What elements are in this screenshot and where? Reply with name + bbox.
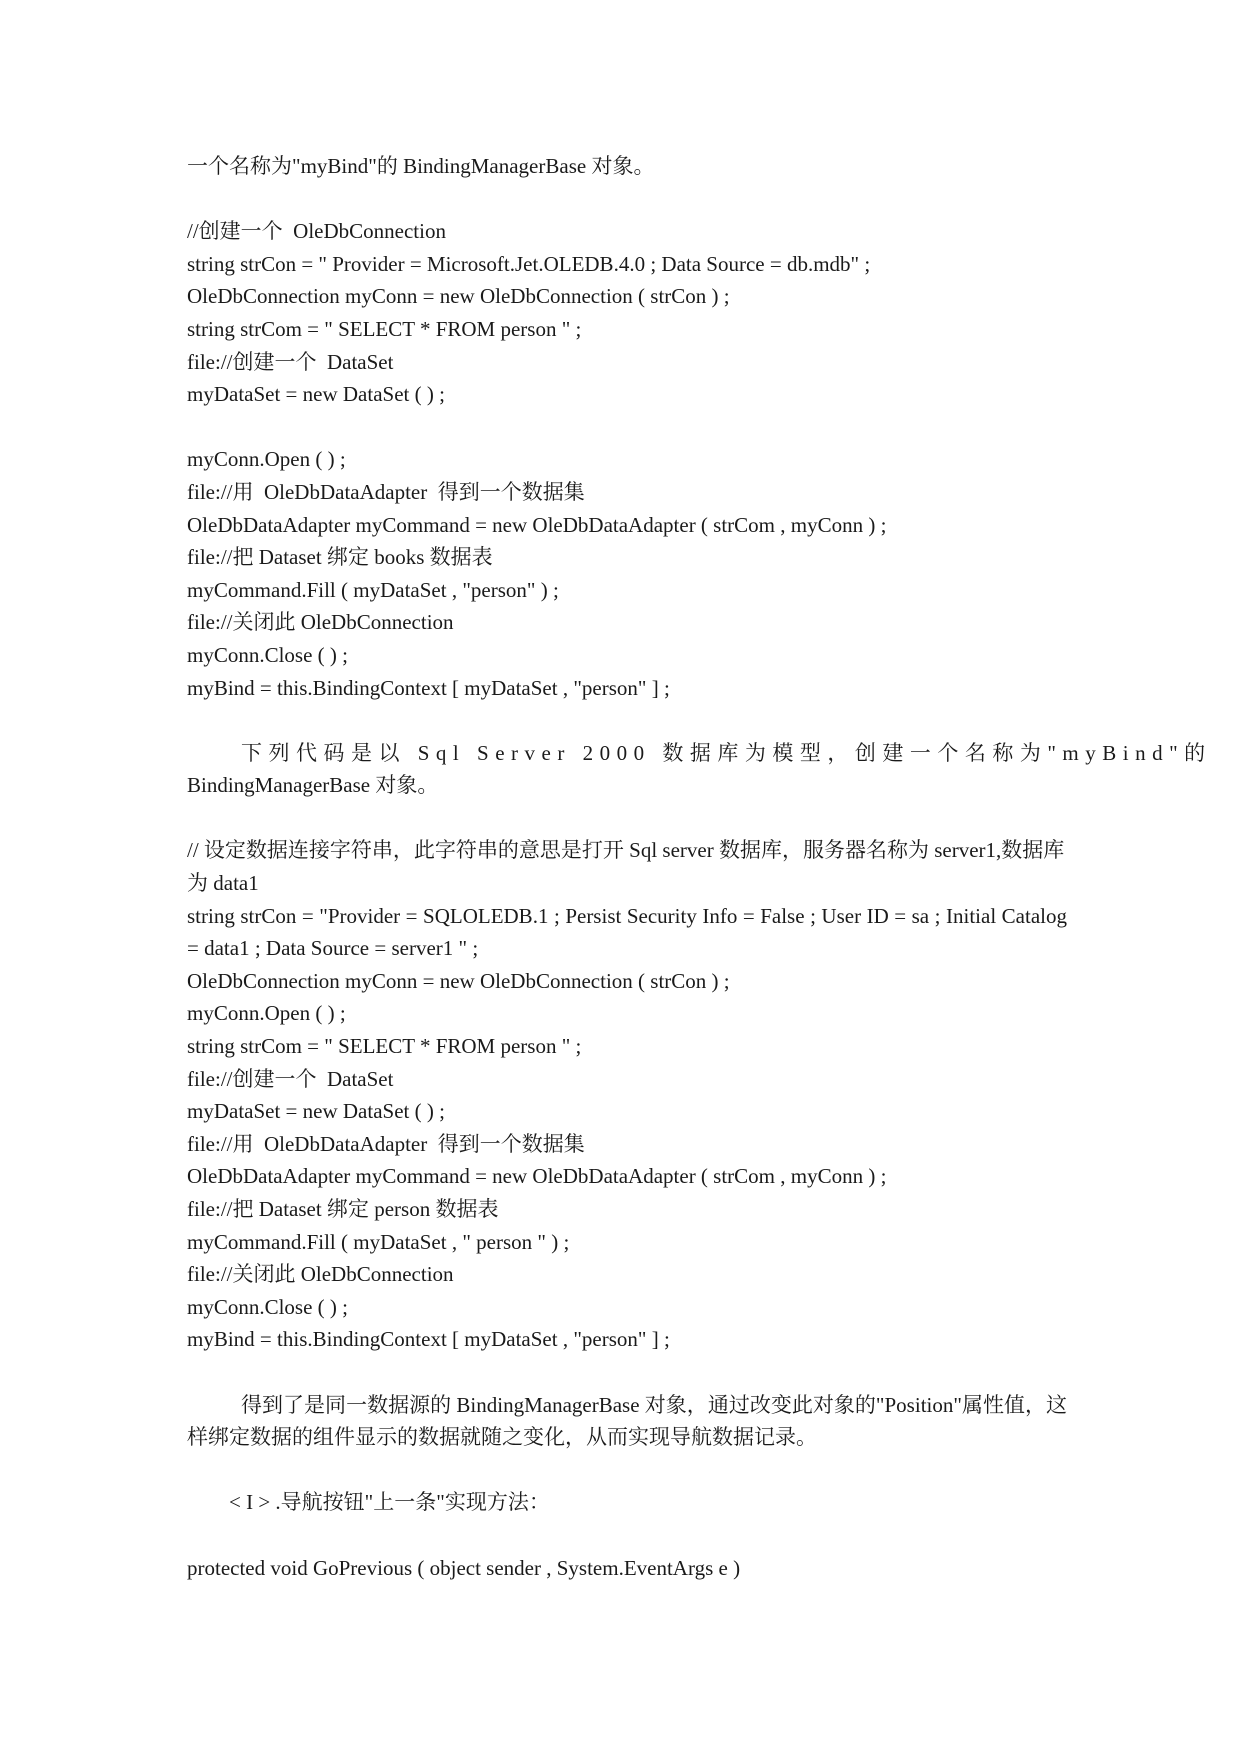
code-block-sql-server	[187, 834, 1067, 1356]
method-signature: protected void GoPrevious ( object sender , System.EventArgs e )	[187, 1555, 741, 1580]
code-block-access-fill	[187, 443, 1067, 704]
code-line: string strCon = "Provider = SQLOLEDB.1 ; Persist Security Info = False ; User ID = sa ; Initial Catalog = data1 ; Data Source = server1 " ;	[187, 903, 1067, 961]
code-line: file://关闭此 OleDbConnection	[187, 610, 454, 635]
code-line: //创建一个 OleDbConnection	[187, 219, 446, 244]
blank-line	[187, 183, 1067, 216]
code-line: myCommand.Fill ( myDataSet , " person " ) ;	[187, 1229, 570, 1254]
code-line: file://创建一个 DataSet	[187, 349, 394, 374]
code-line: string strCon = " Provider = Microsoft.Jet.OLEDB.4.0 ; Data Source = db.mdb" ;	[187, 251, 871, 276]
code-line: file://关闭此 OleDbConnection	[187, 1262, 454, 1287]
paragraph-line: BindingManagerBase 对象。	[187, 773, 439, 798]
code-line: myBind = this.BindingContext [ myDataSet , "person" ] ;	[187, 1327, 670, 1352]
code-line: file://用 OleDbDataAdapter 得到一个数据集	[187, 479, 585, 504]
code-line: OleDbConnection myConn = new OleDbConnection ( strCon ) ;	[187, 284, 730, 309]
code-line: myDataSet = new DataSet ( ) ;	[187, 382, 445, 407]
paragraph-sql-server	[187, 737, 1212, 802]
code-line: string strCom = " SELECT * FROM person " ;	[187, 1034, 582, 1059]
blank-line	[187, 1454, 1067, 1487]
heading-go-previous: < I > .导航按钮"上一条"实现方法：	[229, 1490, 550, 1515]
code-line: myConn.Close ( ) ;	[187, 642, 348, 667]
intro-line: 一个名称为"myBind"的 BindingManagerBase 对象。	[187, 154, 655, 178]
blank-line	[187, 411, 1067, 444]
code-line: OleDbConnection myConn = new OleDbConnection ( strCon ) ;	[187, 968, 730, 993]
code-line: file://创建一个 DataSet	[187, 1066, 394, 1091]
code-line: file://用 OleDbDataAdapter 得到一个数据集	[187, 1131, 585, 1156]
code-line: file://把 Dataset 绑定 books 数据表	[187, 545, 493, 570]
code-line: myBind = this.BindingContext [ myDataSet , "person" ] ;	[187, 675, 670, 700]
code-line: string strCom = " SELECT * FROM person " ;	[187, 316, 582, 341]
blank-line	[187, 1356, 1067, 1389]
code-line: OleDbDataAdapter myCommand = new OleDbDataAdapter ( strCom , myConn ) ;	[187, 1164, 887, 1189]
code-line: myDataSet = new DataSet ( ) ;	[187, 1099, 445, 1124]
code-line: myConn.Close ( ) ;	[187, 1294, 348, 1319]
code-line: myCommand.Fill ( myDataSet , "person" ) ;	[187, 577, 559, 602]
code-line: OleDbDataAdapter myCommand = new OleDbDataAdapter ( strCom , myConn ) ;	[187, 512, 887, 537]
blank-line	[187, 704, 1067, 737]
code-line: file://把 Dataset 绑定 person 数据表	[187, 1197, 499, 1221]
code-block-access-connection	[187, 215, 1067, 411]
paragraph-line: 下列代码是以 Sql Server 2000 数据库为模型，创建一个名称为"myBind"的	[241, 740, 1212, 765]
document-body	[187, 150, 1212, 1584]
code-line: myConn.Open ( ) ;	[187, 1001, 346, 1026]
blank-line	[187, 802, 1067, 835]
code-comment: // 设定数据连接字符串，此字符串的意思是打开 Sql server 数据库，服务器名称为 server1,数据库为 data1	[187, 838, 1065, 896]
paragraph-result: 得到了是同一数据源的 BindingManagerBase 对象，通过改变此对象的"Position"属性值，这样绑定数据的组件显示的数据就随之变化，从而实现导航数据记录。	[187, 1392, 1067, 1450]
code-line: myConn.Open ( ) ;	[187, 447, 346, 472]
blank-line	[187, 1519, 1067, 1552]
